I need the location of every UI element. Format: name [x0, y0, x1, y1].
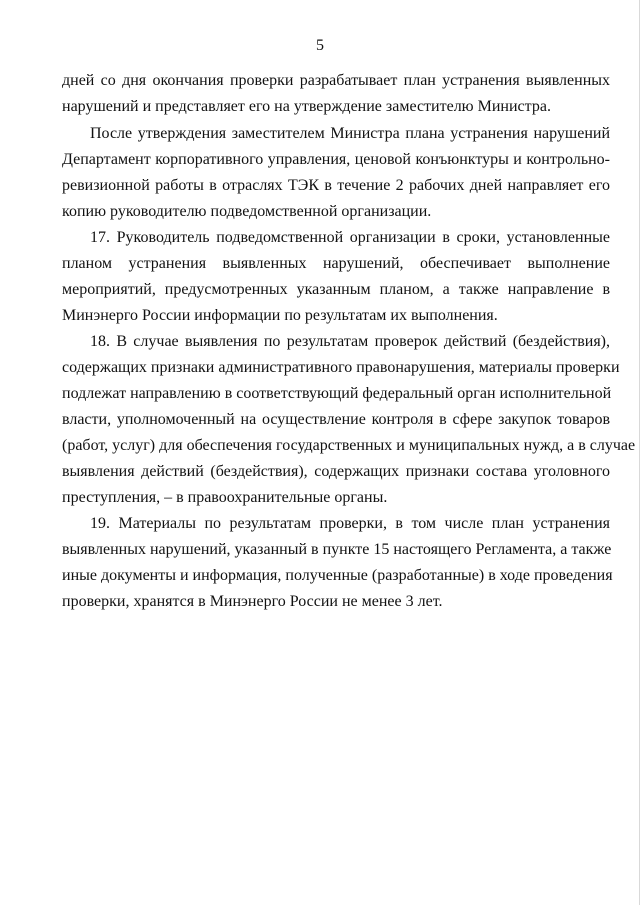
text-line: ревизионной работы в отраслях ТЭК в течение 2 рабочих дней направляет его [62, 177, 610, 194]
text-line: содержащих признаки административного правонарушения, материалы проверки [62, 359, 620, 376]
text-line: подлежат направлению в соответствующий федеральный орган исполнительной [62, 385, 612, 402]
text-line: иные документы и информация, полученные (разработанные) в ходе проведения [62, 567, 613, 584]
text-line: нарушений и представляет его на утверждение заместителю Министра. [62, 98, 551, 115]
text-line: выявленных нарушений, указанный в пункте 15 настоящего Регламента, а также [62, 541, 612, 558]
text-line: преступления, – в правоохранительные органы. [62, 489, 388, 506]
text-line: 17. Руководитель подведомственной организации в сроки, установленные [90, 229, 610, 246]
text-line: выявления действий (бездействия), содержащих признаки состава уголовного [62, 463, 610, 480]
paragraph-continuation [62, 68, 610, 120]
paragraph-19 [62, 511, 613, 615]
text-line: дней со дня окончания проверки разрабатывает план устранения выявленных [62, 72, 610, 89]
text-line: Минэнерго России информации по результатам их выполнения. [62, 307, 498, 324]
text-line: планом устранения выявленных нарушений, обеспечивает выполнение [62, 255, 610, 272]
paragraph-approval [62, 121, 610, 225]
text-line: власти, уполномоченный на осуществление контроля в сфере закупок товаров [62, 411, 610, 428]
text-line: (работ, услуг) для обеспечения государственных и муниципальных нужд, а в случае [62, 437, 636, 454]
text-line: 18. В случае выявления по результатам проверок действий (бездействия), [90, 333, 610, 350]
text-line: проверки, хранятся в Минэнерго России не менее 3 лет. [62, 593, 443, 610]
paragraph-17 [62, 225, 610, 329]
text-line: мероприятий, предусмотренных указанным планом, а также направление в [62, 281, 610, 298]
text-line: 19. Материалы по результатам проверки, в том числе план устранения [90, 515, 610, 532]
text-line: Департамент корпоративного управления, ценовой конъюнктуры и контрольно- [62, 151, 610, 168]
paragraph-18 [62, 329, 636, 511]
page-number: 5 [316, 37, 324, 54]
text-line: копию руководителю подведомственной организации. [62, 203, 432, 220]
text-line: После утверждения заместителем Министра плана устранения нарушений [90, 125, 610, 142]
